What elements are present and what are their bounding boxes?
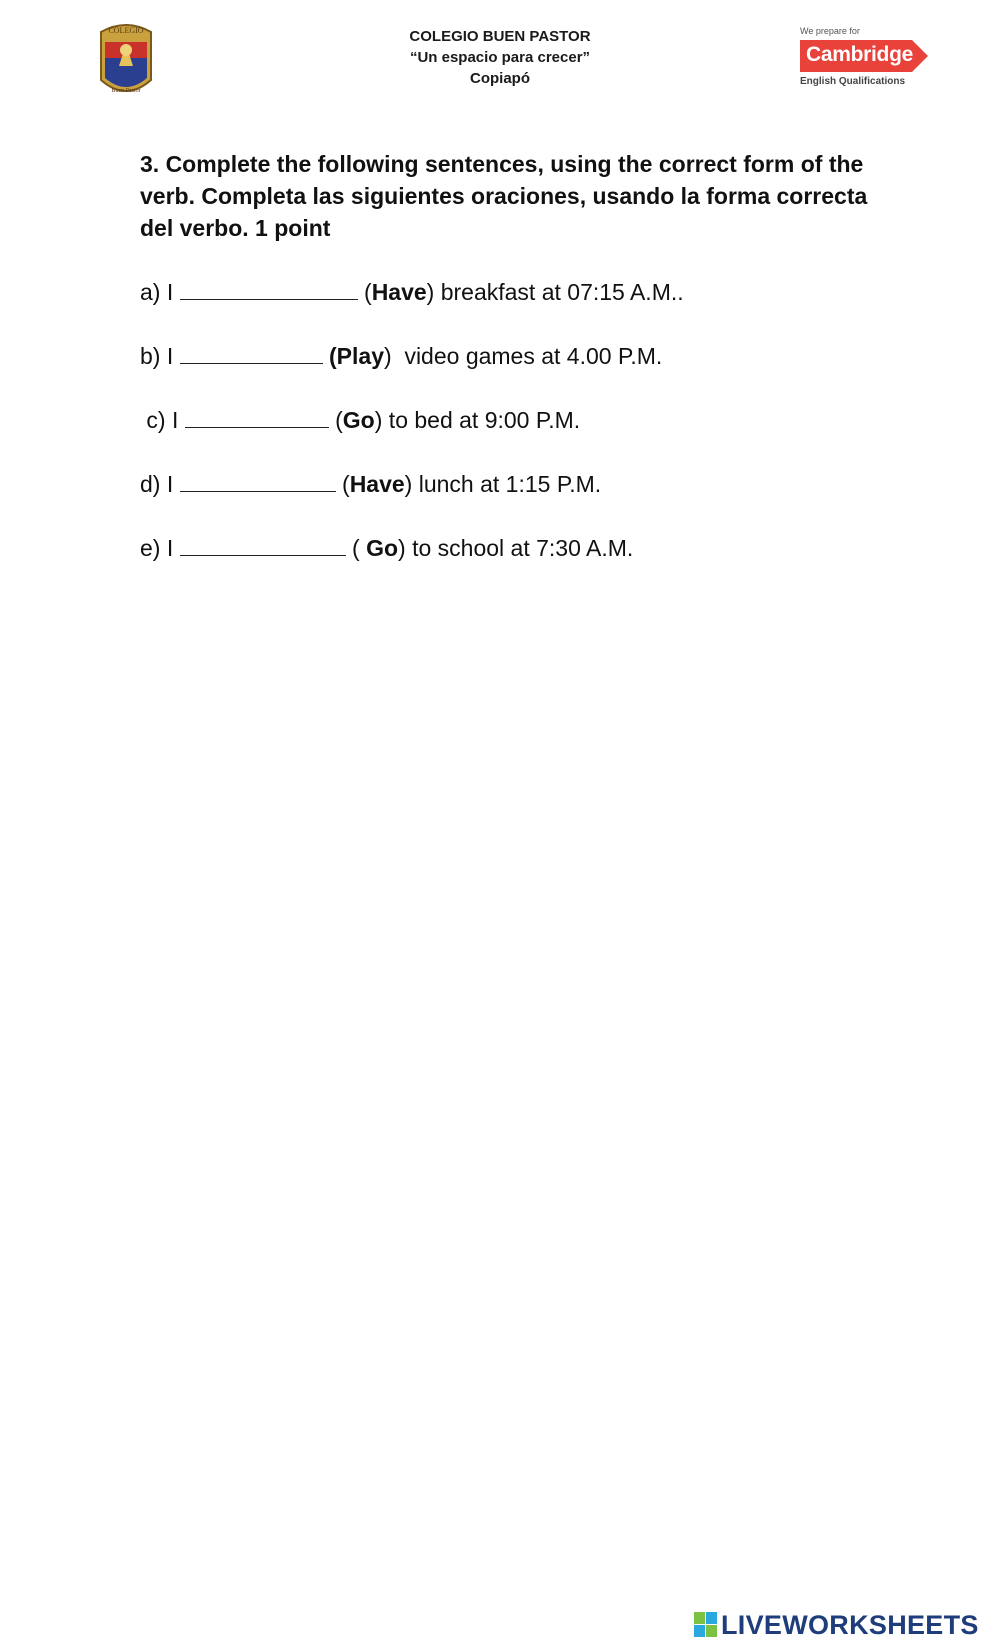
verb-hint: Have — [349, 471, 405, 497]
svg-text:COLEGIO: COLEGIO — [108, 26, 144, 35]
sentence-paren: ( — [357, 279, 372, 305]
cambridge-bottom-text: English Qualifications — [800, 76, 906, 87]
sentence-prefix: b) I — [140, 343, 180, 369]
sentence-rest: ) to bed at 9:00 P.M. — [374, 407, 581, 433]
sentence-c — [140, 405, 580, 435]
sentence-a — [140, 277, 684, 307]
verb-hint: Go — [342, 407, 375, 433]
sentence-prefix: a) I — [140, 279, 180, 305]
verb-hint: Have — [371, 279, 427, 305]
answer-blank-b[interactable] — [180, 343, 323, 364]
sentence-paren: ( — [345, 535, 367, 561]
sentence-prefix: c) I — [140, 407, 185, 433]
school-city: Copiapó — [470, 70, 530, 87]
liveworksheets-logo — [694, 1610, 994, 1640]
sentence-b — [140, 341, 662, 371]
school-header — [350, 26, 650, 89]
sentence-rest: ) breakfast at 07:15 A.M.. — [426, 279, 684, 305]
liveworksheets-brand: LIVEWORKSHEETS — [721, 1610, 979, 1640]
sentence-rest: ) lunch at 1:15 P.M. — [404, 471, 602, 497]
school-name: COLEGIO BUEN PASTOR — [409, 28, 591, 45]
answer-blank-d[interactable] — [180, 471, 336, 492]
sentence-rest: ) video games at 4.00 P.M. — [384, 343, 663, 369]
liveworksheets-icon — [694, 1612, 718, 1638]
sentence-rest: ) to school at 7:30 A.M. — [398, 535, 634, 561]
cambridge-top-text: We prepare for — [800, 26, 860, 36]
answer-blank-c[interactable] — [185, 407, 329, 428]
sentence-paren: ( — [328, 407, 343, 433]
cambridge-word: Cambridge — [806, 43, 913, 66]
sentence-prefix: d) I — [140, 471, 180, 497]
sentence-e — [140, 533, 633, 563]
school-crest-icon — [95, 20, 157, 100]
sentence-d — [140, 469, 601, 499]
verb-hint: Go — [366, 535, 399, 561]
answer-blank-a[interactable] — [180, 279, 358, 300]
school-motto: “Un espacio para crecer” — [409, 49, 591, 66]
verb-hint: (Play — [329, 343, 384, 369]
answer-blank-e[interactable] — [180, 535, 346, 556]
sentence-prefix: e) I — [140, 535, 180, 561]
cambridge-badge — [800, 40, 928, 72]
svg-text:Buen Pastor: Buen Pastor — [111, 88, 141, 94]
sentence-paren: ( — [335, 471, 350, 497]
cambridge-logo — [800, 26, 935, 92]
exercise-instruction: 3. Complete the following sentences, using the correct form of the verb. Completa las siguientes oraciones, usando la forma correcta del verbo. 1 point — [140, 151, 868, 241]
